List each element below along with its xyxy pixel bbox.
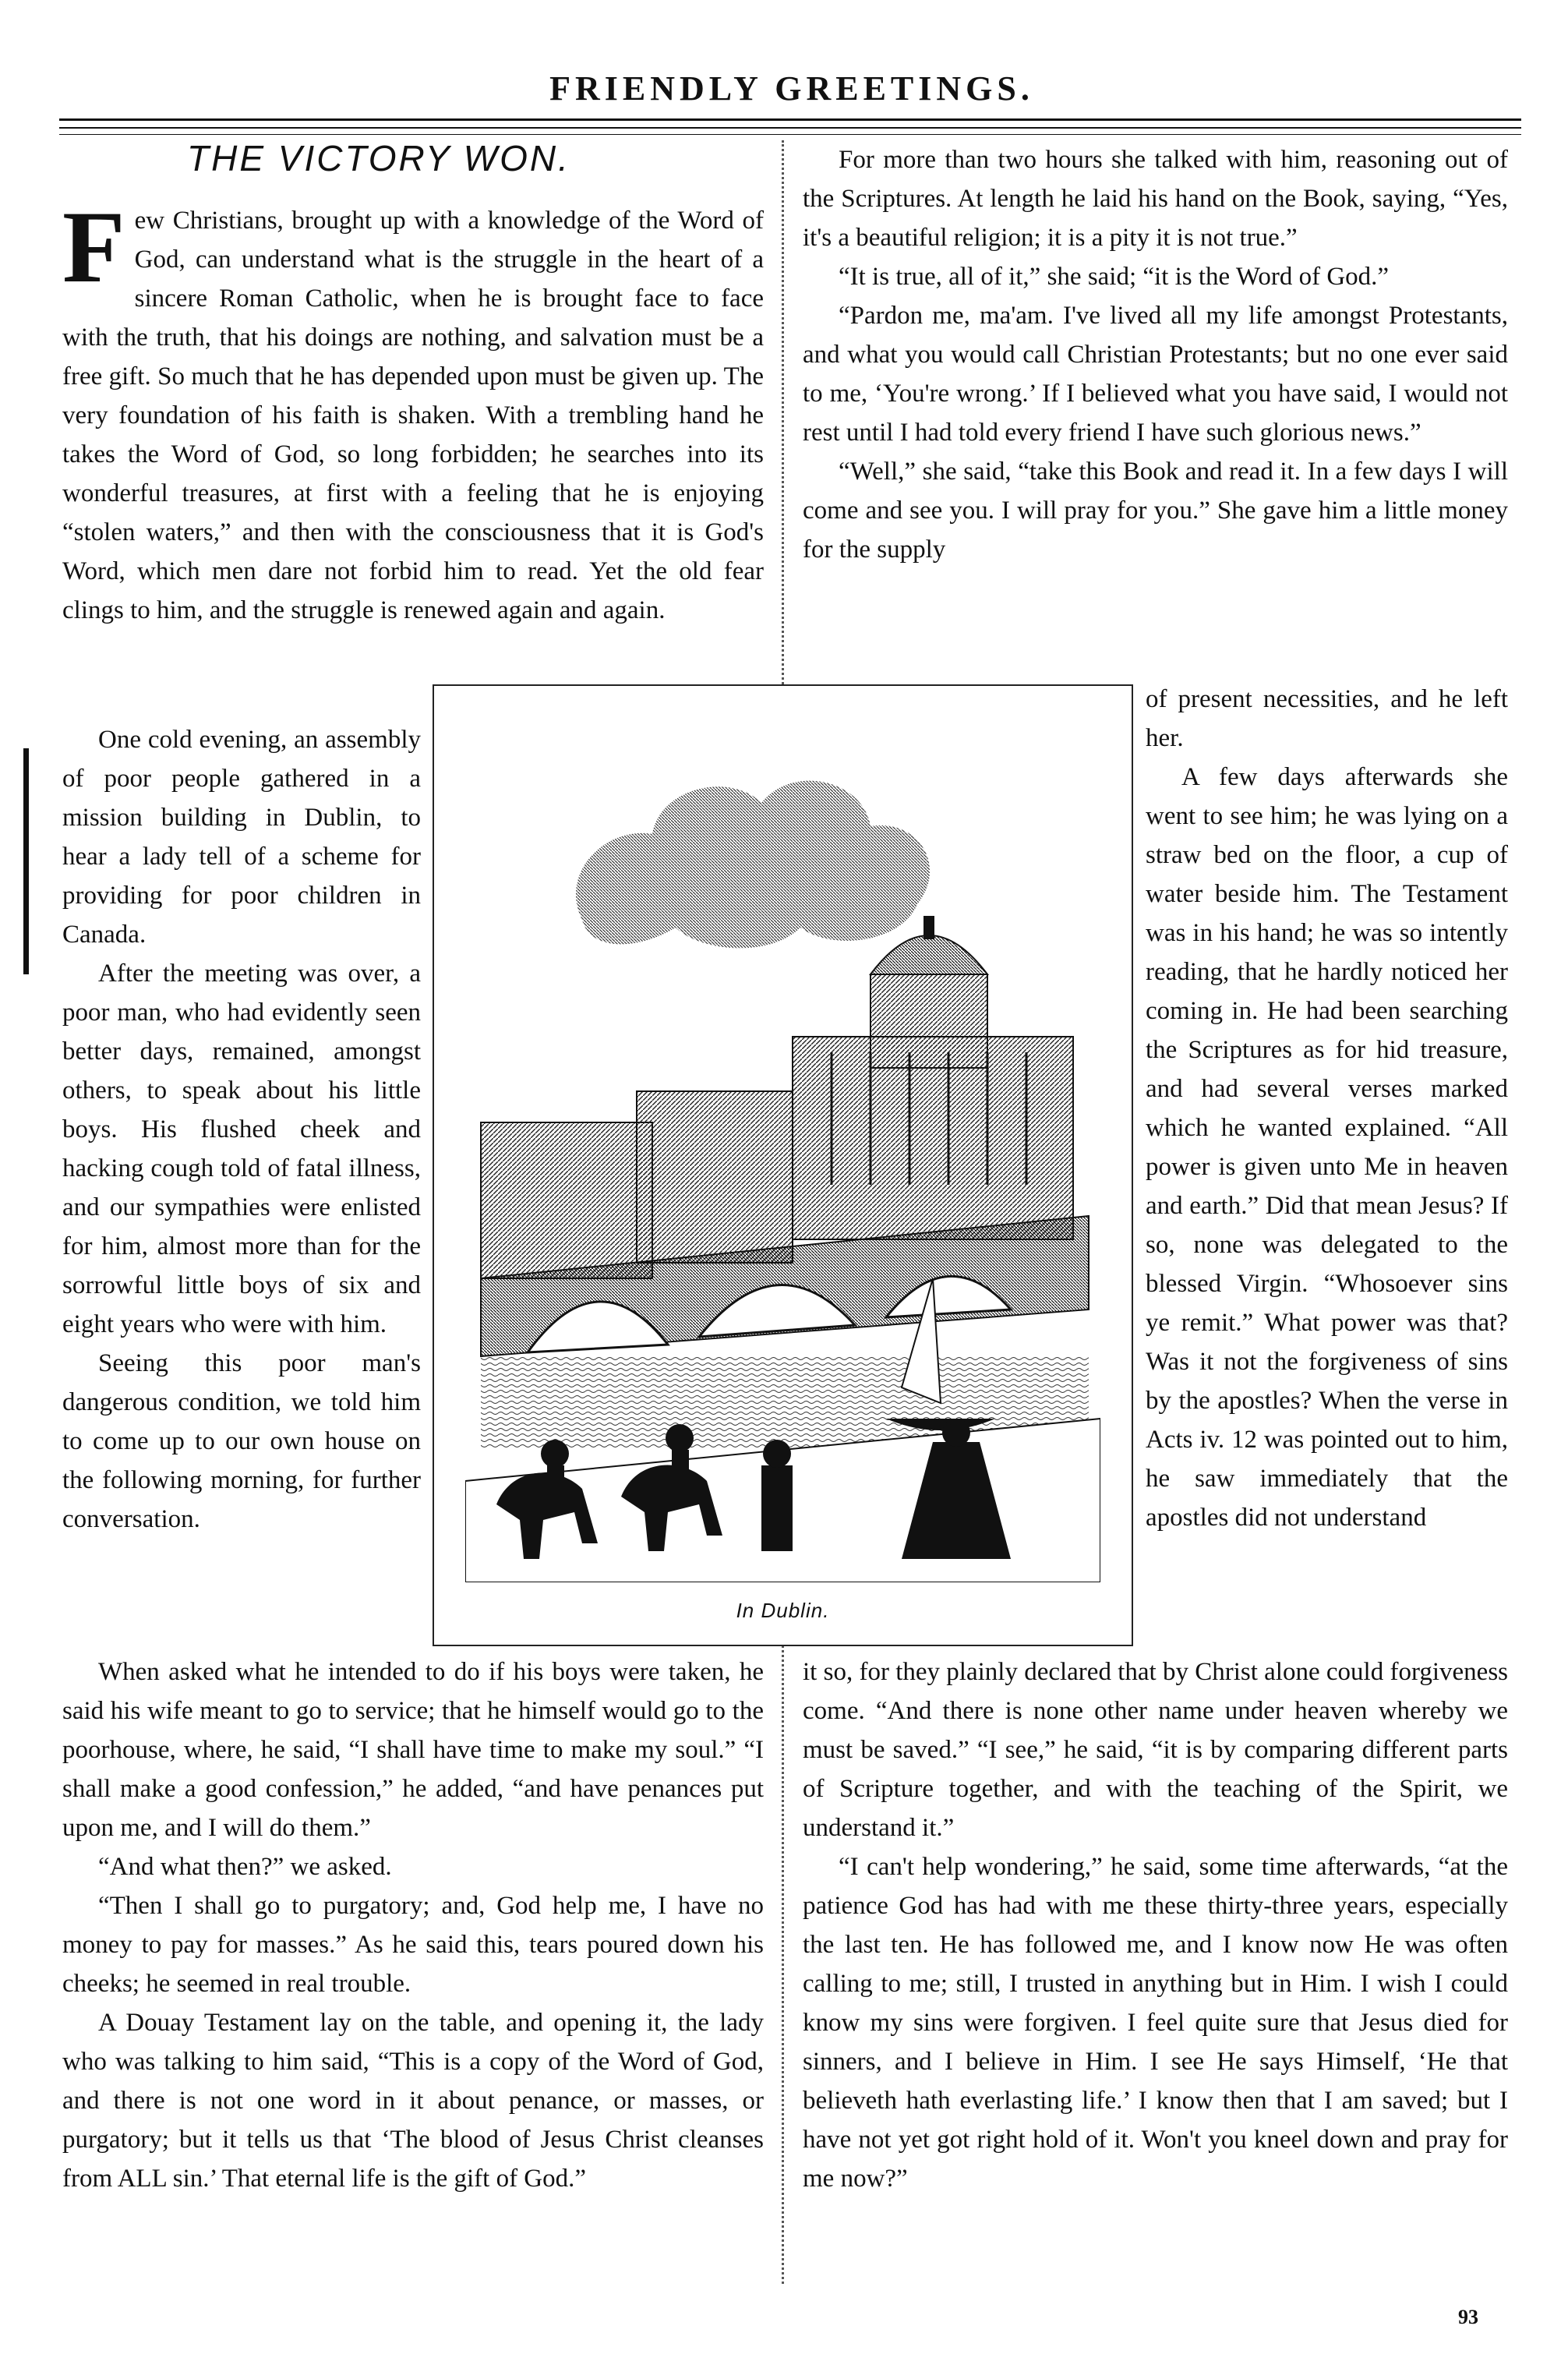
paragraph: it so, for they plainly declared that by Christ alone could forgiveness come. “And there is none other name under heaven whereby we must be saved.” “I see,” he said, “it is by comparing different parts of Scripture together, and with the teaching of the Spirit, we understand it.” [803, 1658, 1508, 1842]
paragraph: “Well,” she said, “take this Book and read it. In a few days I will come and see you. I will pray for you.” She gave him a little money for the supply [803, 458, 1508, 564]
paragraph: After the meeting was over, a poor man, who had evidently seen better days, remained, amongst others, to speak about his little boys. His flushed cheek and hacking cough told of fatal illness, and our sympathies were enlisted for him, almost more than for the sorrowful little boys of six and eight years who were with him. [62, 960, 421, 1338]
running-header: FRIENDLY GREETINGS. [549, 69, 1034, 108]
drop-cap: F [62, 189, 125, 304]
paragraph: A few days afterwards she went to see him; he was lying on a straw bed on the floor, a cup of water beside him. The Testament was in his hand; he was so intently reading, that he hardly noticed her coming in. He had been searching the Scriptures as for hid treasure, and had several verses marked which he wanted explained. “All power is given unto Me in heaven and earth.” Did that mean Jesus? If so, none was delegated to the blessed Virgin. “Whosoever sins ye remit.” What power was that? Was it not the forgiveness of sins by the apostles? When the verse in Acts iv. 12 was pointed out to him, he saw immediately that the apostles did not understand [1146, 763, 1508, 1532]
left-column-bottom [62, 1652, 764, 2198]
page-number: 93 [1458, 2306, 1478, 2328]
paragraph: “And what then?” we asked. [98, 1853, 392, 1881]
paragraph: “Pardon me, ma'am. I've lived all my life amongst Protestants, and what you would call Christian Protestants; but no one ever said to me, ‘You're wrong.’ If I believed what you have said, I would not rest until I had told every friend I have such glorious news.” [803, 302, 1508, 447]
left-column-top [62, 189, 764, 630]
paragraph: “It is true, all of it,” she said; “it is the Word of God.” [839, 263, 1390, 291]
opening-paragraph: Few Christians, brought up with a knowledge of the Word of God, can understand what is the struggle in the heart of a sincere Roman Catholic, when he is brought face to face with the truth, that his doings are nothing, and salvation must be a free gift. So much that he has depended upon must be given up. The very foundation of his faith is shaken. With a trembling hand he takes the Word of God, so long forbidden; he searches into its wonderful treasures, at first with a feeling that he is enjoying “stolen waters,” and then with the consciousness that it is God's Word, which men dare not forbid him to read. Yet the old fear clings to him, and the struggle is renewed again and again. [62, 189, 764, 624]
paragraph: When asked what he intended to do if his boys were taken, he said his wife meant to go to service; that he himself would go to the poorhouse, where, he said, “I shall have time to make my soul.” “I shall make a good confession,” he added, “and have penances put upon me, and I will do them.” [62, 1658, 764, 1842]
dublin-engraving [465, 717, 1100, 1582]
paragraph: of present necessities, and he left her. [1146, 685, 1508, 752]
article-title: THE VICTORY WON. [187, 138, 570, 178]
right-column-bottom [803, 1652, 1508, 2198]
right-column-top [803, 140, 1508, 569]
left-column-narrow [62, 720, 421, 1539]
illustration-caption: In Dublin. [736, 1599, 830, 1622]
header-rule [59, 127, 1521, 129]
paragraph: A Douay Testament lay on the table, and opening it, the lady who was talking to him said, “This is a copy of the Word of God, and there is not one word in it about penance, or masses, or purgatory; but it tells us that ‘The blood of Jesus Christ cleanses from ALL sin.’ That eternal life is the gift of God.” [62, 2009, 764, 2193]
paragraph: One cold evening, an assembly of poor people gathered in a mission building in Dublin, to hear a lady tell of a scheme for providing for poor children in Canada. [62, 726, 421, 949]
illustration-frame [433, 684, 1133, 1646]
header-rule [59, 118, 1521, 121]
paragraph: “I can't help wondering,” he said, some time afterwards, “at the patience God has had with me these thirty-three years, especially the last ten. He has followed me, and I know now He was often calling to me; still, I trusted in anything but in Him. I wish I could know my sins were forgiven. I feel quite sure that Jesus died for sinners, and I believe in Him. I see He says Himself, ‘He that believeth hath everlasting life.’ I know then that I am saved; but I have not yet got right hold of it. Won't you kneel down and pray for me now?” [803, 1853, 1508, 2193]
paragraph: Seeing this poor man's dangerous condition, we told him to come up to our own house on the following morning, for further conversation. [62, 1349, 421, 1533]
paragraph: “Then I shall go to purgatory; and, God help me, I have no money to pay for masses.” As he said this, tears poured down his cheeks; he seemed in real trouble. [62, 1892, 764, 1998]
paragraph: For more than two hours she talked with him, reasoning out of the Scriptures. At length he laid his hand on the Book, saying, “Yes, it's a beautiful religion; it is a pity it is not true.” [803, 146, 1508, 252]
margin-bar [23, 748, 29, 974]
right-column-narrow [1146, 680, 1508, 1537]
header-rule [59, 134, 1521, 135]
